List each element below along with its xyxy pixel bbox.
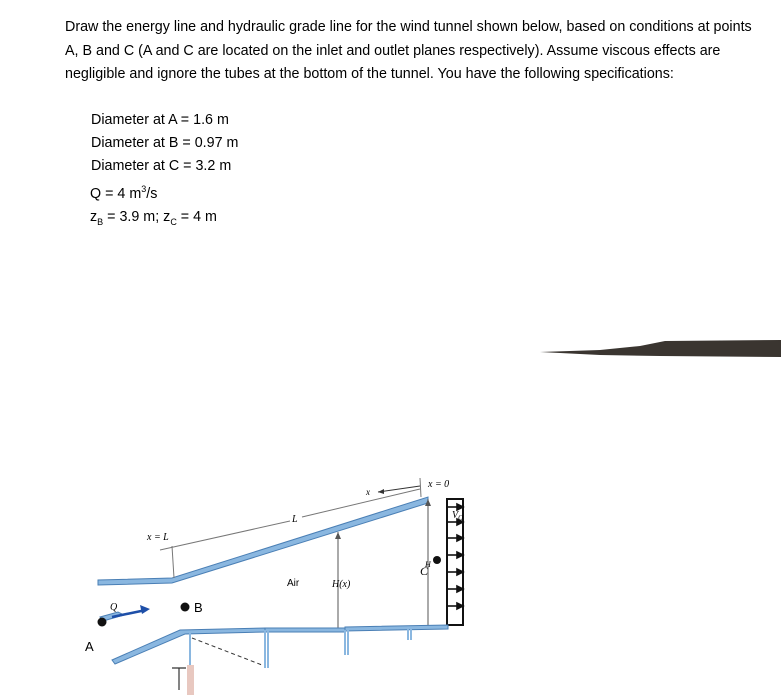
dark-strip xyxy=(540,340,781,357)
x-axis-arrow-line xyxy=(378,486,420,492)
spec-diameter-c: Diameter at C = 3.2 m xyxy=(91,158,232,174)
point-a-marker xyxy=(98,618,107,627)
dimension-tick-left xyxy=(172,546,174,578)
spec-zc-value: = 4 m xyxy=(176,208,217,225)
spec-zb-prefix: z xyxy=(90,208,98,225)
label-B: B xyxy=(194,600,203,615)
label-Q: Q xyxy=(110,602,118,613)
label-air: Air xyxy=(287,578,300,589)
spec-diameter-a: Diameter at A = 1.6 m xyxy=(91,112,229,128)
label-x-eq-0: x = 0 xyxy=(428,479,450,490)
label-C: C xyxy=(420,564,429,578)
label-x-arrow: x xyxy=(366,487,370,497)
tube-dashed-line xyxy=(192,638,262,665)
point-b-marker xyxy=(181,603,190,612)
point-c-marker xyxy=(433,556,441,564)
label-A: A xyxy=(85,639,94,654)
lower-floor xyxy=(112,628,265,664)
spec-zb-value: = 3.9 m; z xyxy=(103,208,171,225)
spec-diameter-b: Diameter at B = 0.97 m xyxy=(91,135,239,151)
problem-text: Draw the energy line and hydraulic grade line for the wind tunnel shown below, based on conditions at points A, B and C (A and C are located on the inlet and outlet planes respectively). Assume viscous effects are negligible and ignore the tubes at the bottom of the tunnel. You have the following specifications: xyxy=(65,19,752,82)
spec-flow-rate-label: Q = 4 m xyxy=(90,185,142,202)
spec-zc-subscript: C xyxy=(170,216,177,227)
hx-arrowhead-top xyxy=(335,532,341,539)
flow-arrowhead xyxy=(140,605,150,614)
dimension-tick-right xyxy=(420,478,421,497)
lower-floor-right xyxy=(345,625,448,631)
label-hx: H(x) xyxy=(332,579,351,590)
spec-zb-subscript: B xyxy=(97,216,104,227)
bottom-tube-fill xyxy=(187,665,194,695)
label-L: L xyxy=(292,514,298,525)
dimension-line-L-right xyxy=(302,489,420,517)
label-vo-main: V xyxy=(452,510,459,521)
label-x-eq-L: x = L xyxy=(147,532,169,543)
label-vo-subscript: O xyxy=(458,514,464,522)
lower-floor-mid xyxy=(265,628,345,632)
manometer-tubes xyxy=(190,627,411,690)
dimension-line-L-left xyxy=(160,521,290,550)
spec-flow-rate-unit: /s xyxy=(146,185,158,202)
label-H: H xyxy=(425,560,431,569)
spec-flow-rate-exponent: 3 xyxy=(141,184,147,194)
bottom-tube-marker xyxy=(172,668,186,690)
label-vo xyxy=(452,510,463,522)
